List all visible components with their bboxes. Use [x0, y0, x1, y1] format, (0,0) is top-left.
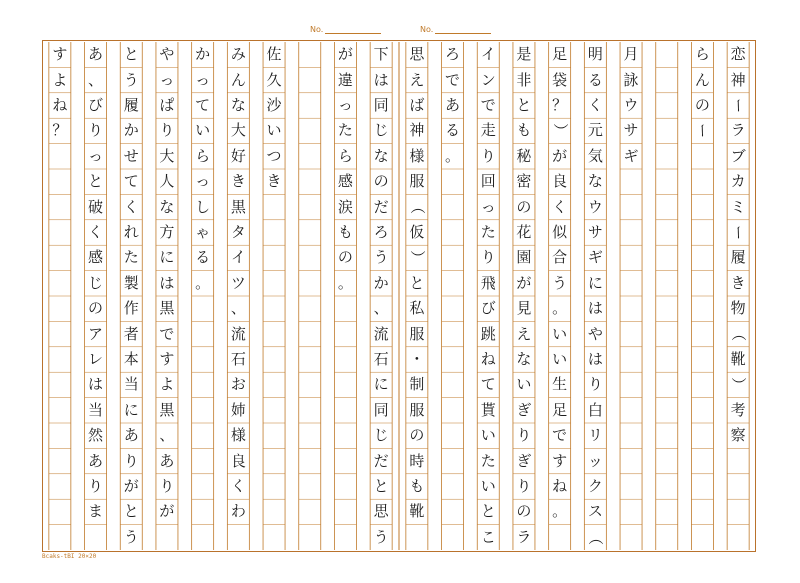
manuscript-char: る: [195, 248, 211, 267]
manuscript-char: え: [409, 70, 425, 89]
manuscript-column: [370, 42, 392, 550]
manuscript-char: と: [123, 502, 139, 521]
manuscript-char: っ: [195, 172, 211, 191]
manuscript-char: ？: [552, 95, 568, 114]
manuscript-char: じ: [88, 273, 104, 292]
manuscript-char: 明: [587, 45, 603, 64]
manuscript-char: 当: [123, 375, 139, 394]
manuscript-char: が: [516, 273, 532, 292]
manuscript-column: [513, 42, 535, 550]
manuscript-char: く: [587, 95, 603, 114]
manuscript-char: 姉: [230, 400, 246, 419]
manuscript-column: [227, 42, 249, 550]
manuscript-column: [442, 42, 464, 550]
manuscript-char: 是: [516, 45, 532, 64]
manuscript-char: 非: [516, 70, 532, 89]
number-label-1: No.: [310, 25, 324, 34]
manuscript-char: ゃ: [195, 222, 211, 241]
manuscript-char: で: [552, 426, 568, 445]
manuscript-char: う: [552, 273, 568, 292]
manuscript-char: に: [373, 375, 389, 394]
manuscript-char: が: [123, 476, 139, 495]
manuscript-char: 然: [88, 426, 104, 445]
manuscript-char: ん: [694, 70, 710, 89]
manuscript-char: 服: [409, 324, 425, 343]
manuscript-char: と: [516, 95, 532, 114]
manuscript-char: ん: [230, 70, 246, 89]
manuscript-char: こ: [480, 527, 496, 546]
manuscript-char: 私: [409, 299, 425, 318]
manuscript-char: 流: [373, 324, 389, 343]
manuscript-char: ま: [88, 502, 104, 521]
manuscript-char: ）: [551, 123, 570, 139]
manuscript-char: 感: [337, 172, 353, 191]
manuscript-char: も: [337, 222, 353, 241]
manuscript-char: は: [88, 375, 104, 394]
manuscript-char: う: [123, 527, 139, 546]
manuscript-char: に: [587, 273, 603, 292]
manuscript-char: 大: [159, 146, 175, 165]
manuscript-char: は: [373, 70, 389, 89]
manuscript-char: ぱ: [159, 95, 175, 114]
manuscript-char: 見: [516, 299, 532, 318]
manuscript-column: [691, 42, 713, 550]
manuscript-char: リ: [587, 426, 603, 445]
manuscript-char: ウ: [623, 95, 639, 114]
manuscript-char: の: [373, 172, 389, 191]
manuscript-char: う: [123, 70, 139, 89]
manuscript-char: 神: [409, 121, 425, 140]
manuscript-char: 履: [730, 248, 746, 267]
manuscript-char: ブ: [730, 146, 746, 165]
manuscript-column: [620, 42, 642, 550]
manuscript-char: じ: [373, 426, 389, 445]
manuscript-char: 、: [88, 70, 104, 89]
manuscript-char: ギ: [623, 146, 639, 165]
manuscript-column: [192, 42, 214, 550]
manuscript-char: 制: [409, 375, 425, 394]
manuscript-char: 同: [373, 400, 389, 419]
number-field-1: [310, 25, 381, 34]
manuscript-char: や: [587, 324, 603, 343]
manuscript-char: い: [480, 426, 496, 445]
manuscript-char: た: [123, 248, 139, 267]
manuscript-char: ラ: [516, 527, 532, 546]
manuscript-char: っ: [159, 70, 175, 89]
manuscript-char: か: [195, 45, 211, 64]
manuscript-char: ）: [729, 377, 748, 393]
manuscript-char: 流: [230, 324, 246, 343]
manuscript-char: す: [159, 349, 175, 368]
manuscript-char: ー: [729, 97, 748, 113]
manuscript-char: 服: [409, 400, 425, 419]
manuscript-char: と: [123, 45, 139, 64]
manuscript-char: 石: [373, 349, 389, 368]
manuscript-char: サ: [587, 222, 603, 241]
manuscript-char: り: [587, 375, 603, 394]
manuscript-char: り: [159, 121, 175, 140]
manuscript-char: す: [552, 451, 568, 470]
manuscript-char: っ: [337, 95, 353, 114]
manuscript-char: う: [373, 248, 389, 267]
manuscript-char: 靴: [730, 349, 746, 368]
manuscript-char: り: [480, 146, 496, 165]
manuscript-char: り: [159, 476, 175, 495]
manuscript-char: で: [445, 70, 461, 89]
manuscript-column: [727, 42, 749, 550]
number-underline-2: [435, 25, 491, 34]
manuscript-char: 袋: [552, 70, 568, 89]
manuscript-column: [656, 42, 678, 550]
manuscript-char: き: [730, 273, 746, 292]
manuscript-char: 飛: [480, 273, 496, 292]
manuscript-char: に: [159, 248, 175, 267]
manuscript-char: 月: [623, 45, 639, 64]
manuscript-char: 詠: [623, 70, 639, 89]
manuscript-char: だ: [373, 451, 389, 470]
manuscript-char: に: [123, 400, 139, 419]
manuscript-char: れ: [123, 222, 139, 241]
manuscript-char: 。: [445, 146, 461, 165]
manuscript-char: っ: [88, 146, 104, 165]
manuscript-char: か: [123, 121, 139, 140]
manuscript-char: と: [88, 172, 104, 191]
manuscript-column: [549, 42, 571, 550]
manuscript-char: な: [373, 146, 389, 165]
manuscript-char: ・: [409, 349, 425, 368]
manuscript-char: 様: [230, 426, 246, 445]
manuscript-char: て: [195, 95, 211, 114]
manuscript-char: 察: [730, 426, 746, 445]
manuscript-char: き: [266, 172, 282, 191]
manuscript-char: ラ: [730, 121, 746, 140]
manuscript-char: く: [230, 476, 246, 495]
manuscript-char: あ: [159, 451, 175, 470]
manuscript-char: ろ: [445, 45, 461, 64]
manuscript-char: ば: [409, 95, 425, 114]
manuscript-char: サ: [623, 121, 639, 140]
manuscript-char: は: [587, 349, 603, 368]
manuscript-char: ら: [694, 45, 710, 64]
manuscript-char: 当: [88, 400, 104, 419]
manuscript-char: び: [480, 299, 496, 318]
manuscript-char: ー: [693, 123, 712, 139]
manuscript-char: 足: [552, 400, 568, 419]
manuscript-char: 良: [552, 172, 568, 191]
manuscript-char: 感: [88, 248, 104, 267]
manuscript-char: り: [88, 121, 104, 140]
manuscript-char: ね: [480, 349, 496, 368]
manuscript-char: 靴: [409, 502, 425, 521]
manuscript-char: ろ: [373, 222, 389, 241]
manuscript-char: ）: [408, 250, 427, 266]
manuscript-char: い: [480, 476, 496, 495]
manuscript-char: 沙: [266, 95, 282, 114]
manuscript-char: 思: [373, 502, 389, 521]
manuscript-char: 元: [587, 121, 603, 140]
manuscript-char: 仮: [409, 222, 425, 241]
manuscript-column: [120, 42, 142, 550]
manuscript-char: 同: [373, 95, 389, 114]
manuscript-char: 白: [587, 400, 603, 419]
manuscript-char: ク: [587, 476, 603, 495]
manuscript-char: 、: [230, 299, 246, 318]
manuscript-char: ね: [552, 476, 568, 495]
manuscript-char: と: [409, 273, 425, 292]
manuscript-char: り: [516, 476, 532, 495]
manuscript-char: い: [195, 121, 211, 140]
manuscript-column: [406, 42, 428, 550]
manuscript-char: も: [516, 121, 532, 140]
manuscript-column: [85, 42, 107, 550]
manuscript-char: 恋: [730, 45, 746, 64]
manuscript-char: 考: [730, 400, 746, 419]
manuscript-char: の: [516, 502, 532, 521]
manuscript-char: 下: [373, 45, 389, 64]
manuscript-char: あ: [445, 95, 461, 114]
manuscript-char: も: [409, 476, 425, 495]
manuscript-char: 回: [480, 172, 496, 191]
manuscript-char: （: [408, 199, 427, 215]
manuscript-char: び: [88, 95, 104, 114]
manuscript-char: て: [123, 172, 139, 191]
manuscript-column: [477, 42, 499, 550]
manuscript-char: い: [266, 121, 282, 140]
manuscript-char: 久: [266, 70, 282, 89]
manuscript-char: が: [337, 45, 353, 64]
manuscript-char: ぎ: [516, 400, 532, 419]
manuscript-char: え: [516, 324, 532, 343]
manuscript-char: あ: [88, 451, 104, 470]
manuscript-char: 気: [587, 146, 603, 165]
manuscript-char: ー: [729, 224, 748, 240]
manuscript-char: タ: [230, 222, 246, 241]
manuscript-char: り: [480, 248, 496, 267]
manuscript-char: あ: [123, 426, 139, 445]
manuscript-char: 跳: [480, 324, 496, 343]
manuscript-char: わ: [230, 502, 246, 521]
manuscript-char: 思: [409, 45, 425, 64]
manuscript-char: 物: [730, 299, 746, 318]
manuscript-char: 涙: [337, 197, 353, 216]
manuscript-char: 製: [123, 273, 139, 292]
manuscript-char: な: [587, 172, 603, 191]
manuscript-char: が: [159, 502, 175, 521]
manuscript-char: の: [409, 426, 425, 445]
manuscript-char: 足: [552, 45, 568, 64]
manuscript-char: カ: [730, 172, 746, 191]
manuscript-column: [334, 42, 356, 550]
manuscript-char: イ: [480, 45, 496, 64]
manuscript-char: っ: [480, 197, 496, 216]
manuscript-char: な: [516, 349, 532, 368]
manuscript-char: 走: [480, 121, 496, 140]
manuscript-char: の: [694, 95, 710, 114]
manuscript-char: は: [159, 273, 175, 292]
manuscript-char: つ: [266, 146, 282, 165]
manuscript-char: り: [123, 451, 139, 470]
number-label-2: No.: [420, 25, 434, 34]
manuscript-char: 生: [552, 375, 568, 394]
manuscript-char: 黒: [159, 400, 175, 419]
manuscript-char: る: [445, 121, 461, 140]
manuscript-char: 服: [409, 172, 425, 191]
manuscript-char: る: [587, 70, 603, 89]
manuscript-char: イ: [230, 248, 246, 267]
manuscript-char: ギ: [587, 248, 603, 267]
manuscript-char: ウ: [587, 197, 603, 216]
manuscript-char: の: [337, 248, 353, 267]
manuscript-char: し: [195, 197, 211, 216]
manuscript-char: 佐: [266, 45, 282, 64]
manuscript-char: き: [230, 172, 246, 191]
manuscript-char: な: [230, 95, 246, 114]
manuscript-char: く: [123, 197, 139, 216]
manuscript-column: [263, 42, 285, 550]
manuscript-char: ッ: [587, 451, 603, 470]
manuscript-column: [299, 42, 321, 550]
manuscript-char: （: [729, 326, 748, 342]
manuscript-char: い: [516, 375, 532, 394]
manuscript-char: 作: [123, 299, 139, 318]
manuscript-column: [156, 42, 178, 550]
manuscript-char: 。: [552, 502, 568, 521]
manuscript-char: 合: [552, 248, 568, 267]
manuscript-char: や: [159, 45, 175, 64]
manuscript-char: の: [88, 299, 104, 318]
manuscript-char: 黒: [230, 197, 246, 216]
manuscript-char: ツ: [230, 273, 246, 292]
manuscript-char: 、: [373, 299, 389, 318]
manuscript-char: 石: [230, 349, 246, 368]
manuscript-char: 花: [516, 222, 532, 241]
manuscript-char: み: [230, 45, 246, 64]
number-field-2: [420, 25, 491, 34]
manuscript-char: ね: [52, 95, 68, 114]
manuscript-char: と: [480, 502, 496, 521]
manuscript-column: [584, 42, 606, 550]
manuscript-char: 時: [409, 451, 425, 470]
manuscript-char: い: [552, 349, 568, 368]
manuscript-char: じ: [373, 121, 389, 140]
manuscript-char: レ: [88, 349, 104, 368]
manuscript-char: ら: [195, 146, 211, 165]
manuscript-char: 。: [195, 273, 211, 292]
manuscript-char: よ: [159, 375, 175, 394]
manuscript-char: 似: [552, 222, 568, 241]
manuscript-char: ン: [480, 70, 496, 89]
manuscript-char: 。: [337, 273, 353, 292]
manuscript-char: が: [552, 146, 568, 165]
manuscript-char: く: [552, 197, 568, 216]
manuscript-char: 神: [730, 70, 746, 89]
manuscript-char: り: [516, 426, 532, 445]
manuscript-char: い: [552, 324, 568, 343]
manuscript-char: た: [480, 222, 496, 241]
manuscript-char: 密: [516, 172, 532, 191]
manuscript-char: 。: [552, 299, 568, 318]
manuscript-char: お: [230, 375, 246, 394]
manuscript-char: 方: [159, 222, 175, 241]
manuscript-char: 秘: [516, 146, 532, 165]
manuscript-sheet: [42, 40, 756, 552]
manuscript-char: （: [586, 529, 605, 545]
manuscript-char: よ: [52, 70, 68, 89]
manuscript-column: [49, 42, 71, 550]
manuscript-char: ？: [52, 121, 68, 140]
manuscript-char: た: [337, 121, 353, 140]
manuscript-char: た: [480, 451, 496, 470]
manuscript-char: で: [480, 95, 496, 114]
manuscript-char: ら: [337, 146, 353, 165]
manuscript-char: 好: [230, 146, 246, 165]
manuscript-char: う: [373, 527, 389, 546]
manuscript-char: 破: [88, 197, 104, 216]
manuscript-char: ス: [587, 502, 603, 521]
manuscript-char: ぎ: [516, 451, 532, 470]
manuscript-char: 様: [409, 146, 425, 165]
manuscript-char: か: [373, 273, 389, 292]
manuscript-char: と: [373, 476, 389, 495]
manuscript-char: す: [52, 45, 68, 64]
manuscript-char: だ: [373, 197, 389, 216]
manuscript-char: り: [88, 476, 104, 495]
manuscript-char: く: [88, 222, 104, 241]
manuscript-char: 貰: [480, 400, 496, 419]
manuscript-char: 者: [123, 324, 139, 343]
number-underline-1: [325, 25, 381, 34]
manuscript-char: 履: [123, 95, 139, 114]
manuscript-char: 人: [159, 172, 175, 191]
manuscript-char: 、: [159, 426, 175, 445]
manuscript-char: な: [159, 197, 175, 216]
manuscript-char: っ: [195, 70, 211, 89]
manuscript-char: て: [480, 375, 496, 394]
manuscript-char: 園: [516, 248, 532, 267]
manuscript-char: ミ: [730, 197, 746, 216]
manuscript-char: は: [587, 299, 603, 318]
form-code: Bcaks-tBI 20×20: [42, 553, 97, 560]
manuscript-char: の: [516, 197, 532, 216]
manuscript-char: せ: [123, 146, 139, 165]
manuscript-char: ア: [88, 324, 104, 343]
manuscript-char: 黒: [159, 299, 175, 318]
manuscript-char: あ: [88, 45, 104, 64]
manuscript-char: 大: [230, 121, 246, 140]
manuscript-char: 本: [123, 349, 139, 368]
manuscript-char: 違: [337, 70, 353, 89]
manuscript-char: 良: [230, 451, 246, 470]
manuscript-char: で: [159, 324, 175, 343]
